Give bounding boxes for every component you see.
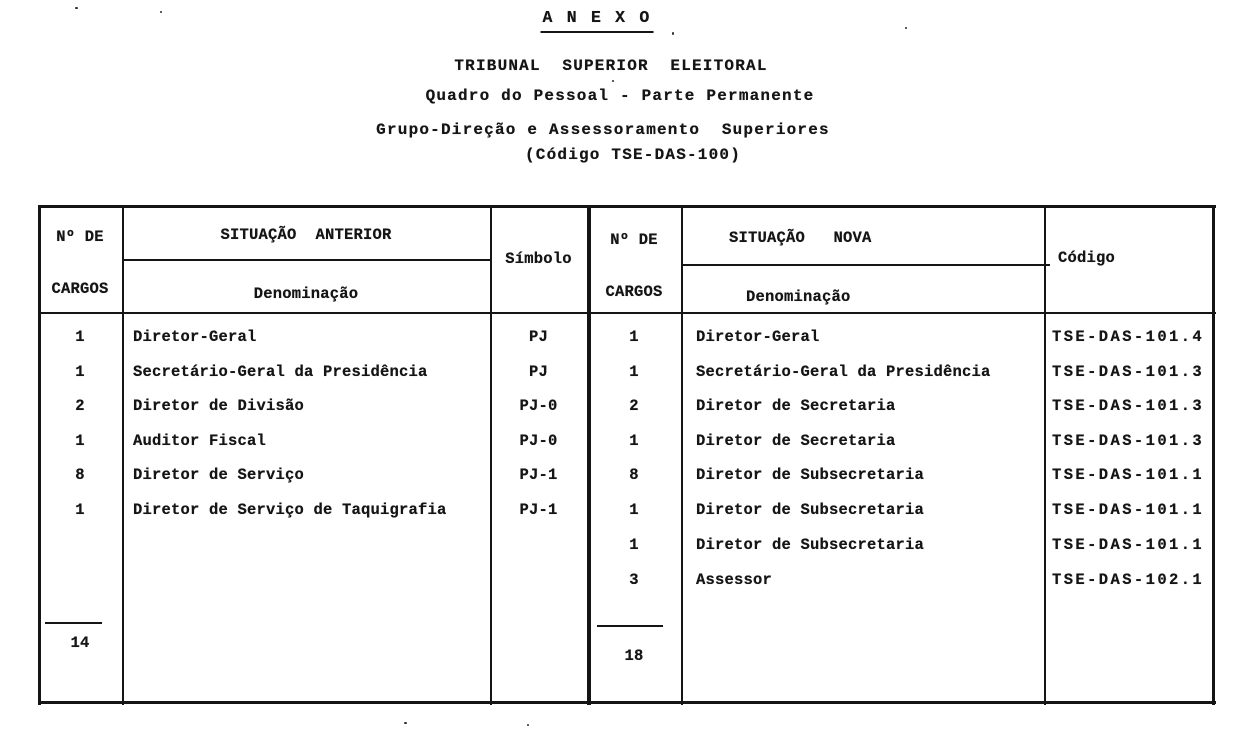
new-denom-cell: Secretário-Geral da Presidência	[696, 363, 991, 381]
prev-denom-cell	[122, 536, 490, 554]
situacao-anterior-header: SITUAÇÃO ANTERIOR	[220, 226, 392, 244]
staff-table	[38, 205, 1216, 705]
prev-total-rule	[45, 622, 102, 624]
prev-qty-cell	[38, 536, 122, 554]
prev-qty-cell: 1	[75, 501, 85, 519]
prev-qty-cell	[38, 571, 122, 589]
header-underline-anterior	[122, 259, 492, 261]
new-qty-header-line1: Nº DE	[610, 231, 658, 249]
grid-line-v5	[1044, 205, 1046, 705]
prev-qty-cell: 1	[75, 363, 85, 381]
new-denom-cell: Diretor-Geral	[696, 328, 820, 346]
table-row	[38, 432, 1216, 450]
code-cell: TSE-DAS-101.1	[1052, 501, 1205, 519]
scan-speck	[75, 7, 78, 9]
symbol-cell: PJ	[528, 328, 548, 346]
prev-denom-cell: Auditor Fiscal	[133, 432, 267, 450]
symbol-cell	[490, 571, 587, 589]
table-border-bottom	[38, 701, 1216, 704]
grid-line-v2	[490, 205, 492, 705]
symbol-cell: PJ-0	[519, 432, 558, 450]
group-title: Grupo-Direção e Assessoramento Superiores	[376, 121, 830, 139]
symbol-cell: PJ	[528, 363, 548, 381]
denominacao-anterior-header: Denominação	[253, 285, 359, 303]
new-qty-cell: 1	[629, 328, 639, 346]
new-qty-cell: 2	[629, 397, 639, 415]
org-title: TRIBUNAL SUPERIOR ELEITORAL	[454, 57, 768, 75]
symbol-cell	[490, 536, 587, 554]
grid-line-v3-seam	[587, 205, 591, 705]
header-underline-nova	[681, 264, 1050, 266]
prev-qty-cell: 8	[75, 466, 85, 484]
new-denom-cell: Diretor de Subsecretaria	[696, 536, 925, 554]
prev-denom-cell: Secretário-Geral da Presidência	[133, 363, 428, 381]
prev-qty-header-line1: Nº DE	[56, 228, 104, 246]
annex-title-text: A N E X O	[541, 8, 654, 33]
symbol-cell: PJ-1	[519, 466, 558, 484]
grid-line-v4	[681, 205, 683, 705]
new-denom-cell: Diretor de Subsecretaria	[696, 501, 925, 519]
new-qty-cell: 1	[629, 432, 639, 450]
table-border-right	[1212, 205, 1215, 705]
prev-denom-cell: Diretor de Serviço	[133, 466, 305, 484]
table-border-top	[38, 205, 1216, 208]
code-cell: TSE-DAS-101.4	[1052, 328, 1205, 346]
scan-speck	[612, 80, 614, 82]
symbol-cell: PJ-1	[519, 501, 558, 519]
prev-qty-header-line2: CARGOS	[51, 280, 109, 298]
new-qty-cell: 3	[629, 571, 639, 589]
denominacao-nova-header: Denominação	[746, 288, 851, 306]
new-total-rule	[597, 625, 663, 627]
code-cell: TSE-DAS-101.3	[1052, 432, 1205, 450]
new-qty-cell: 1	[629, 536, 639, 554]
simbolo-header: Símbolo	[505, 250, 572, 268]
new-denom-cell: Diretor de Secretaria	[696, 432, 896, 450]
grid-line-v1	[122, 205, 124, 705]
table-row	[38, 536, 1216, 554]
table-row	[38, 397, 1216, 415]
new-denom-cell: Diretor de Subsecretaria	[696, 466, 925, 484]
code-subtitle: (Código TSE-DAS-100)	[524, 146, 742, 164]
new-qty-cell: 1	[629, 501, 639, 519]
prev-qty-cell: 1	[75, 432, 85, 450]
scan-speck	[527, 724, 529, 726]
table-row	[38, 328, 1216, 346]
annex-title	[541, 8, 654, 33]
prev-total-value: 14	[70, 634, 90, 652]
table-row	[38, 571, 1216, 589]
new-denom-cell: Diretor de Secretaria	[696, 397, 896, 415]
new-qty-header-line2: CARGOS	[605, 283, 663, 301]
new-denom-cell: Assessor	[696, 571, 773, 589]
scan-speck	[905, 27, 907, 29]
symbol-cell: PJ-0	[519, 397, 558, 415]
prev-denom-cell	[122, 571, 490, 589]
table-row	[38, 363, 1216, 381]
situacao-nova-header: SITUAÇÃO NOVA	[729, 229, 872, 247]
code-cell: TSE-DAS-102.1	[1052, 571, 1205, 589]
new-qty-cell: 1	[629, 363, 639, 381]
scan-speck	[160, 11, 162, 13]
prev-qty-cell: 1	[75, 328, 85, 346]
doc-subtitle: Quadro do Pessoal - Parte Permanente	[425, 87, 815, 105]
table-row	[38, 466, 1216, 484]
scan-speck	[672, 32, 674, 35]
code-cell: TSE-DAS-101.3	[1052, 397, 1205, 415]
header-bottom-line	[38, 312, 1216, 314]
prev-denom-cell: Diretor-Geral	[133, 328, 257, 346]
table-row	[38, 501, 1216, 519]
new-qty-cell: 8	[629, 466, 639, 484]
scan-speck	[404, 722, 407, 724]
prev-denom-cell: Diretor de Serviço de Taquigrafia	[133, 501, 447, 519]
prev-qty-cell: 2	[75, 397, 85, 415]
code-cell: TSE-DAS-101.3	[1052, 363, 1205, 381]
code-cell: TSE-DAS-101.1	[1052, 536, 1205, 554]
new-total-value: 18	[624, 647, 644, 665]
code-cell: TSE-DAS-101.1	[1052, 466, 1205, 484]
codigo-header: Código	[1058, 249, 1116, 267]
prev-denom-cell: Diretor de Divisão	[133, 397, 305, 415]
